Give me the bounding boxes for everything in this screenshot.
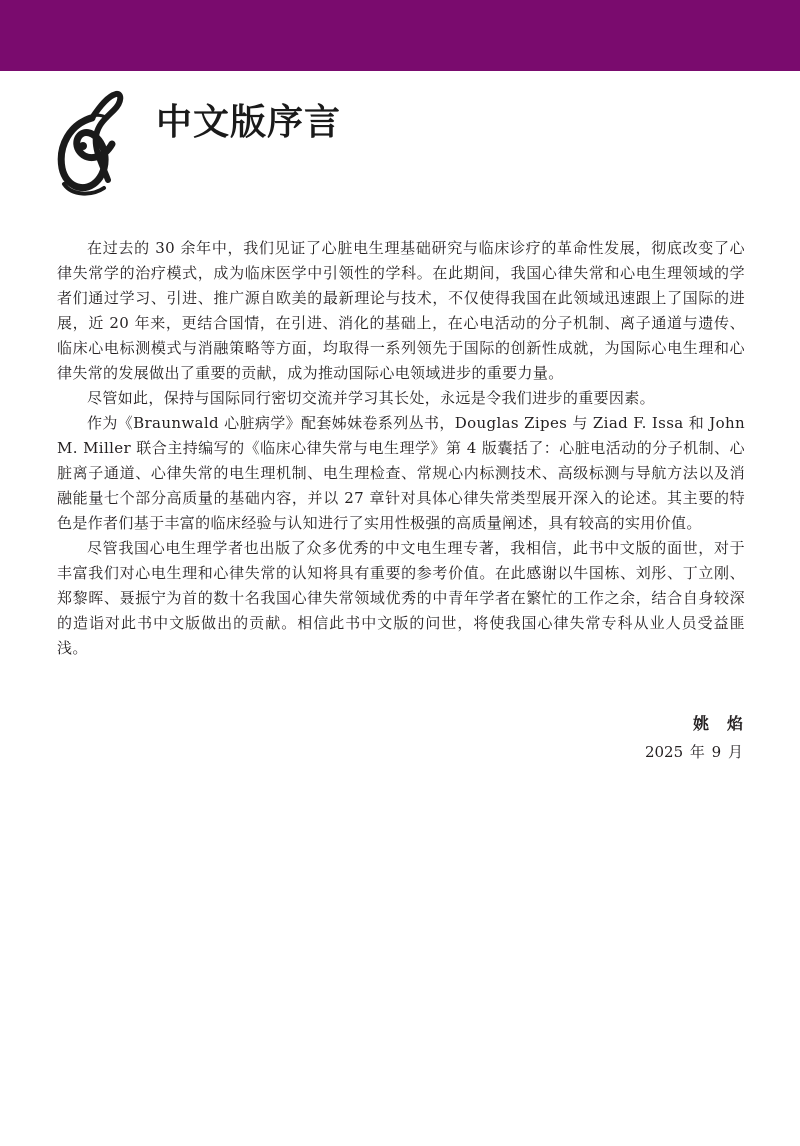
paragraph: 作为《Braunwald 心脏病学》配套姊妹卷系列丛书，Douglas Zipes 与 Ziad F. Issa 和 John M. Miller 联合主持编写的《临床心律失常与电生理学》第 4 版囊括了：心脏电活动的分子机制、心脏离子通道、心律失常的电生理机制、电生理检查、常规心内标测技术、高级标测与导航方法以及消融能量七个部分高质量的基础内容，并以 27 章针对具体心律失常类型展开深入的论述。其主要的特色是作者们基于丰富的临床经验与认知进行了实用性极强的高质量阐述，具有较高的实用价值。: [57, 414, 745, 532]
paragraph: 在过去的 30 余年中，我们见证了心脏电生理基础研究与临床诊疗的革命性发展，彻底改变了心律失常学的治疗模式，成为临床医学中引领性的学科。在此期间，我国心律失常和心电生理领域的学者们通过学习、引进、推广源自欧美的最新理论与技术，不仅使得我国在此领域迅速跟上了国际的进展，近 20 年来，更结合国情，在引进、消化的基础上，在心电活动的分子机制、离子通道与遗传、临床心电标测模式与消融策略等方面，均取得一系列领先于国际的创新性成就，为国际心电生理和心律失常的发展做出了重要的贡献，成为推动国际心电领域进步的重要力量。: [57, 239, 745, 382]
page-title: 中文版序言: [156, 101, 342, 143]
paragraph: 尽管如此，保持与国际同行密切交流并学习其长处，永远是令我们进步的重要因素。: [87, 389, 655, 407]
decorative-script-ornament-icon: [52, 88, 124, 198]
signature-date: 2025 年 9 月: [644, 743, 743, 761]
paragraph: 尽管我国心电生理学者也出版了众多优秀的中文电生理专著，我相信，此书中文版的面世，对于丰富我们对心电生理和心律失常的认知将具有重要的参考价值。在此感谢以牛国栋、刘彤、丁立刚、郑黎晖、聂振宁为首的数十名我国心律失常领域优秀的中青年学者在繁忙的工作之余，结合自身较深的造诣对此书中文版做出的贡献。相信此书中文版的问世，将使我国心律失常专科从业人员受益匪浅。: [57, 539, 745, 657]
author-name: 姚焰: [692, 714, 761, 733]
header-band: [0, 0, 800, 71]
preface-body: [57, 236, 745, 661]
signature-block: [644, 710, 761, 766]
